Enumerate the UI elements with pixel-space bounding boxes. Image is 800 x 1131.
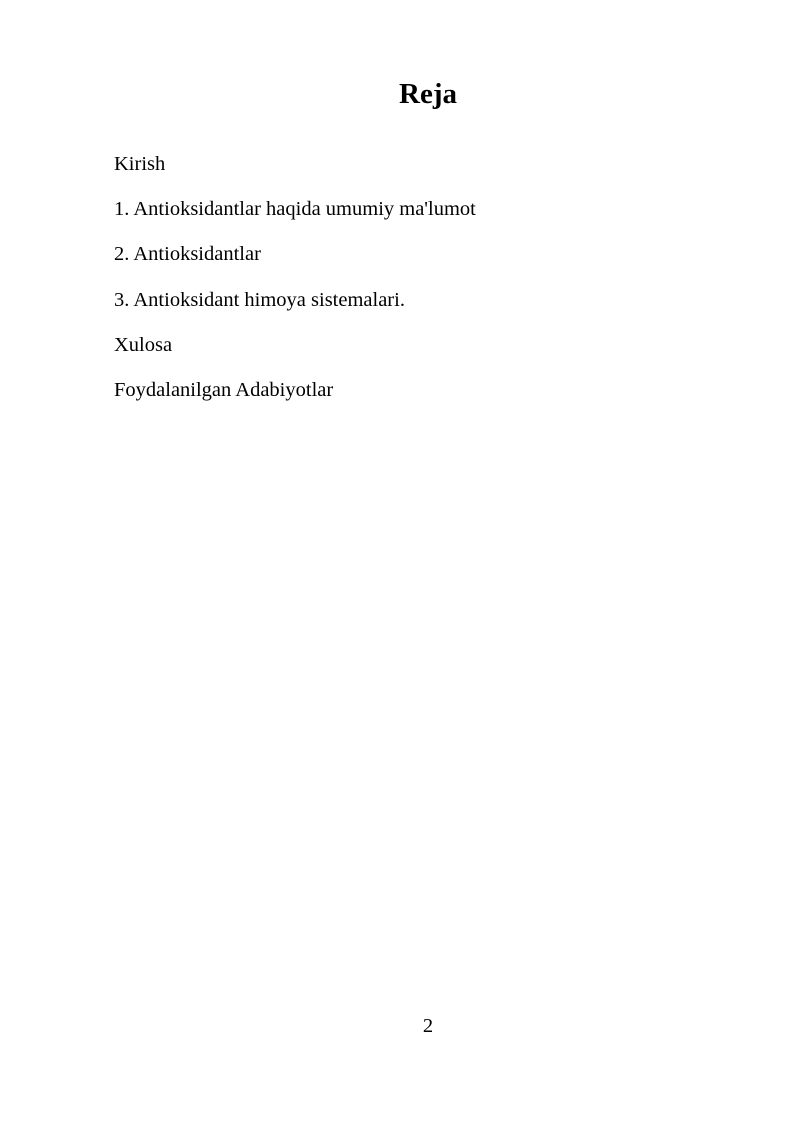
toc-item-references: Foydalanilgan Adabiyotlar [114,378,334,401]
toc-item-introduction: Kirish [114,153,166,175]
page-number: 2 [422,1015,434,1037]
toc-item-section-1: 1. Antioksidantlar haqida umumiy ma'lumot [114,198,476,221]
table-of-contents [114,150,476,421]
toc-item-conclusion: Xulosa [114,333,173,356]
page-title: Reja [399,78,457,110]
toc-item-section-2: 2. Antioksidantlar [114,243,261,266]
toc-item-section-3: 3. Antioksidant himoya sistemalari. [114,288,405,311]
